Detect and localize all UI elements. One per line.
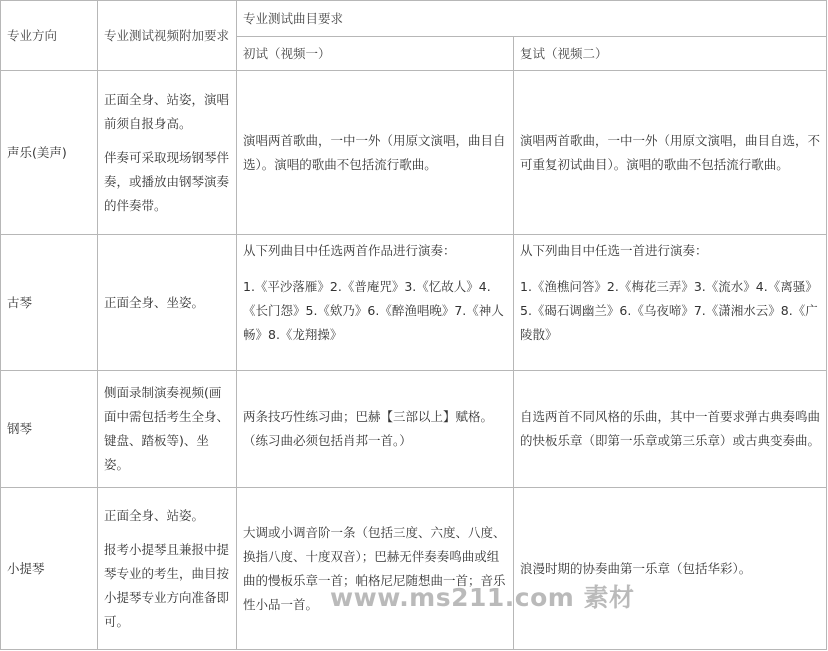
retest-piece-list: 1.《渔樵问答》2.《梅花三弄》3.《流水》4.《离骚》5.《碣石调幽兰》6.《乌夜啼》7.《潇湘水云》8.《广陵散》 — [520, 279, 818, 342]
video-req-cell — [98, 235, 237, 371]
direction-cell: 古琴 — [1, 235, 98, 371]
prelim-text: 演唱两首歌曲，一中一外（用原文演唱，曲目自选）。演唱的歌曲不包括流行歌曲。 — [243, 132, 506, 172]
header-retest: 复试（视频二） — [514, 37, 827, 71]
video-req-text: 报考小提琴且兼报中提琴专业的考生，曲目按小提琴专业方向准备即可。 — [104, 541, 230, 629]
prelim-cell — [237, 235, 514, 371]
retest-text: 自选两首不同风格的乐曲，其中一首要求弹古典奏鸣曲的快板乐章（即第一乐章或第三乐章）或古典变奏曲。 — [520, 409, 821, 448]
table-row — [1, 235, 827, 371]
video-req-text: 侧面录制演奏视频(画面中需包括考生全身、键盘、踏板等)、坐姿。 — [104, 385, 230, 472]
retest-cell — [514, 71, 827, 235]
prelim-cell — [237, 371, 514, 488]
video-req-cell — [98, 371, 237, 488]
header-video-requirements: 专业测试视频附加要求 — [98, 1, 237, 71]
prelim-text: 两条技巧性练习曲；巴赫【三部以上】赋格。（练习曲必须包括肖邦一首。） — [243, 409, 494, 448]
retest-text: 演唱两首歌曲，一中一外（用原文演唱，曲目自选，不可重复初试曲目）。演唱的歌曲不包括流行歌曲。 — [520, 132, 821, 172]
video-req-text: 正面全身、站姿，演唱前须自报身高。 — [104, 91, 230, 131]
video-req-text: 正面全身、站姿。 — [104, 507, 205, 523]
retest-cell — [514, 235, 827, 371]
table-row — [1, 71, 827, 235]
retest-text: 浪漫时期的协奏曲第一乐章（包括华彩）。 — [520, 560, 752, 576]
video-req-text: 正面全身、坐姿。 — [104, 294, 205, 310]
video-req-text: 伴奏可采取现场钢琴伴奏，或播放由钢琴演奏的伴奏带。 — [104, 149, 230, 213]
retest-cell — [514, 371, 827, 488]
table-row — [1, 371, 827, 488]
header-piece-requirements: 专业测试曲目要求 — [237, 1, 827, 37]
direction-cell: 声乐(美声) — [1, 71, 98, 235]
prelim-cell — [237, 71, 514, 235]
prelim-intro: 从下列曲目中任选两首作品进行演奏： — [243, 243, 456, 258]
watermark: www.ms211.com 素材 — [330, 583, 635, 612]
header-preliminary: 初试（视频一） — [237, 37, 514, 71]
direction-cell: 小提琴 — [1, 488, 98, 650]
header-row — [1, 1, 827, 37]
video-req-cell — [98, 488, 237, 650]
table-row — [1, 488, 827, 650]
prelim-text: 大调或小调音阶一条（包括三度、六度、八度、换指八度、十度双音）；巴赫无伴奏奏鸣曲或组曲的慢板乐章一首；帕格尼尼随想曲一首；音乐性小品一首。 — [243, 524, 506, 612]
direction-cell: 钢琴 — [1, 371, 98, 488]
prelim-piece-list: 1.《平沙落雁》2.《普庵咒》3.《忆故人》4.《长门怨》5.《欸乃》6.《醉渔唱晚》7.《神人畅》8.《龙翔操》 — [243, 279, 504, 342]
retest-cell — [514, 488, 827, 650]
retest-intro: 从下列曲目中任选一首进行演奏： — [520, 243, 708, 258]
video-req-cell — [98, 71, 237, 235]
prelim-cell — [237, 488, 514, 650]
header-direction: 专业方向 — [1, 1, 98, 71]
